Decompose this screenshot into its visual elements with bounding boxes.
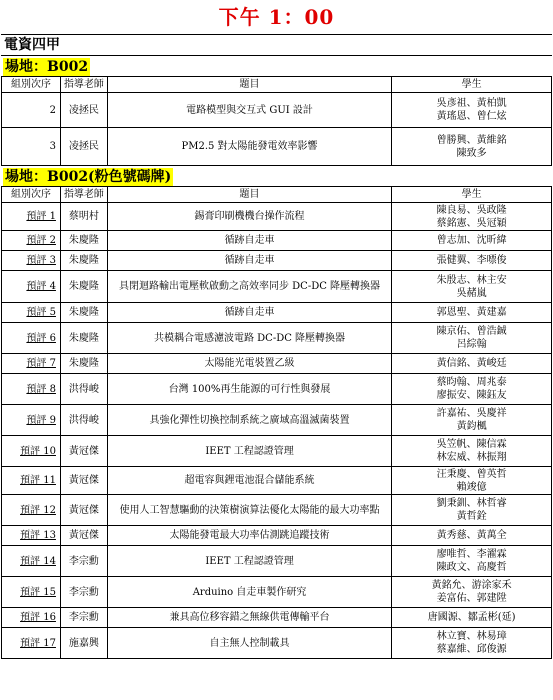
row-order: 預評 12 [2,495,61,526]
venue-badge: 場地：B002 [5,59,89,75]
row-topic: PM2.5 對太陽能發電效率影響 [107,128,392,166]
venue-label-1 [0,56,553,76]
table-row [2,354,552,374]
row-topic: 循跡自走車 [107,303,392,323]
student-names: 黃銘允、游涂家禾 [431,580,512,591]
table-body [2,203,552,659]
row-topic: 使用人工智慧驅動的決策樹演算法優化太陽能的最大功率點 [107,495,392,526]
row-topic: 具強化彈性切換控制系統之廣域高溫滅菌裝置 [107,405,392,436]
student-names: 汪秉慶、曾英哲 [436,468,507,480]
student-names: 許嘉祐、吳慶祥 [436,408,507,419]
row-topic: 循跡自走車 [107,231,392,251]
row-order: 預評 6 [2,323,61,354]
row-advisor: 凌拯民 [60,93,107,128]
student-names: 陳政文、高慶哲 [436,562,507,573]
row-advisor: 朱慶隆 [60,354,107,374]
student-names: 林宏威、林振翔 [436,452,507,463]
row-advisor: 李宗勳 [60,577,107,608]
row-topic: 共模耦合電感濾波電路 DC-DC 降壓轉換器 [107,323,392,354]
table-row [2,271,552,303]
table-row [2,303,552,323]
row-advisor: 黃冠傑 [60,495,107,526]
student-names: 賴竣億 [456,481,487,493]
row-order: 預評 7 [2,354,61,374]
student-names: 蔡銘憲、吳冠穎 [436,217,507,229]
row-students [392,271,552,303]
student-names: 張健翼、李嘌俊 [436,255,507,266]
student-names: 廖振安、陳鈺友 [436,390,507,401]
table-row [2,405,552,436]
student-names: 廖唯哲、李濯霖 [436,549,507,560]
row-order: 3 [2,128,61,166]
student-names: 吳赭嵐 [456,287,487,299]
row-students [392,577,552,608]
row-advisor: 朱慶隆 [60,271,107,303]
row-advisor: 蔡明村 [60,203,107,231]
row-advisor: 黃冠傑 [60,526,107,546]
row-advisor: 朱慶隆 [60,303,107,323]
row-topic: IEET 工程認證管理 [107,546,392,577]
department-name: 電資四甲 [1,34,552,56]
row-students [392,628,552,659]
row-advisor: 施嘉興 [60,628,107,659]
col-header-order: 組別次序 [2,187,61,203]
row-order: 預評 16 [2,608,61,628]
student-names: 劉秉釧、林哲睿 [436,498,507,509]
row-advisor: 洪得峻 [60,405,107,436]
row-students [392,374,552,405]
row-topic: Arduino 自走車製作研究 [107,577,392,608]
row-topic: 台灣 100%再生能源的可行性與發展 [107,374,392,405]
student-names: 曾志加、沈昕緯 [436,235,507,246]
row-order: 預評 13 [2,526,61,546]
student-names: 郭恩聖、黃建嘉 [436,307,507,318]
table-header-row [2,187,552,203]
student-names: 陳京佑、曾浩鋮 [436,326,507,337]
row-topic: 電路模型與交互式 GUI 設計 [107,93,392,128]
row-advisor: 李宗勳 [60,546,107,577]
table-row [2,436,552,467]
table-row [2,546,552,577]
venue-label-2 [0,166,553,186]
student-names: 蔡昀翰、周兆泰 [436,377,507,388]
row-order: 預評 4 [2,271,61,303]
row-order: 預評 17 [2,628,61,659]
row-order: 預評 3 [2,251,61,271]
row-topic: IEET 工程認證管理 [107,436,392,467]
student-names: 黃哲銓 [456,511,487,522]
row-order: 預評 2 [2,231,61,251]
col-header-students: 學生 [392,187,552,203]
student-names: 黃鈞楓 [456,421,487,432]
row-students [392,251,552,271]
row-topic: 超電容與鋰電池混合儲能系統 [107,467,392,495]
table-row [2,251,552,271]
col-header-students: 學生 [392,77,552,93]
student-names: 林立寶、林易璋 [436,631,507,642]
row-order: 預評 15 [2,577,61,608]
row-students: 曾勝興、黃維銘 陳致多 [392,128,552,166]
row-advisor: 黃冠傑 [60,467,107,495]
table-row [2,526,552,546]
row-students [392,323,552,354]
col-header-topic: 題目 [107,187,392,203]
table-row [2,203,552,231]
student-names: 唐國源、鄒孟彬(延) [427,612,516,623]
student-names: 姜富佑、郭建陞 [436,593,507,604]
row-order: 預評 1 [2,203,61,231]
table-row [2,577,552,608]
table-header-row [2,77,552,93]
row-order: 預評 14 [2,546,61,577]
row-students [392,231,552,251]
table-row [2,495,552,526]
row-topic: 具閉迴路輸出電壓軟啟動之高效率同步 DC-DC 降壓轉換器 [107,271,392,303]
row-advisor: 朱慶隆 [60,251,107,271]
row-order: 2 [2,93,61,128]
row-topic: 太陽能發電最大功率估測跳追蹤技術 [107,526,392,546]
session-time: 下午 1：00 [218,5,335,29]
col-header-advisor: 指導老師 [60,187,107,203]
row-students [392,467,552,495]
row-order: 預評 5 [2,303,61,323]
table-row [2,608,552,628]
student-names: 朱殷志、林主安 [436,274,507,286]
row-students [392,203,552,231]
row-students [392,405,552,436]
row-students [392,354,552,374]
row-topic: 太陽能光電裝置乙級 [107,354,392,374]
student-names: 陳良易、吳政隆 [436,204,507,216]
col-header-advisor: 指導老師 [60,77,107,93]
student-names: 黃秀慈、黃萬全 [436,530,507,541]
row-topic: 兼具高位移容錯之無線供電傳輸平台 [107,608,392,628]
row-topic: 循跡自走車 [107,251,392,271]
row-advisor: 朱慶隆 [60,231,107,251]
col-header-order: 組別次序 [2,77,61,93]
row-advisor: 李宗勳 [60,608,107,628]
student-names: 吳笠帆、陳信霖 [436,439,507,450]
row-advisor: 凌拯民 [60,128,107,166]
row-students [392,546,552,577]
row-advisor: 朱慶隆 [60,323,107,354]
table-row [2,374,552,405]
row-topic: 自主無人控制載具 [107,628,392,659]
table-row [2,128,552,166]
row-students [392,495,552,526]
schedule-table-2 [1,186,552,659]
table-row [2,323,552,354]
row-advisor: 黃冠傑 [60,436,107,467]
row-students [392,608,552,628]
row-students [392,303,552,323]
row-order: 預評 8 [2,374,61,405]
schedule-table-1 [1,76,552,166]
col-header-topic: 題目 [107,77,392,93]
student-names: 黃信銘、黃峻廷 [436,358,507,369]
row-order: 預評 10 [2,436,61,467]
row-order: 預評 11 [2,467,61,495]
row-topic: 錫膏印刷機機台操作流程 [107,203,392,231]
table-row [2,231,552,251]
table-row [2,467,552,495]
row-order: 預評 9 [2,405,61,436]
table-row [2,628,552,659]
student-names: 呂綜翰 [456,339,487,350]
table-row [2,93,552,128]
row-students [392,526,552,546]
row-students [392,436,552,467]
row-students: 吳彥祖、黃柏凱 黃瑤恩、曾仁炫 [392,93,552,128]
venue-badge: 場地：B002(粉色號碼牌) [5,169,172,185]
student-names: 蔡嘉維、邱俊源 [436,644,507,655]
row-advisor: 洪得峻 [60,374,107,405]
